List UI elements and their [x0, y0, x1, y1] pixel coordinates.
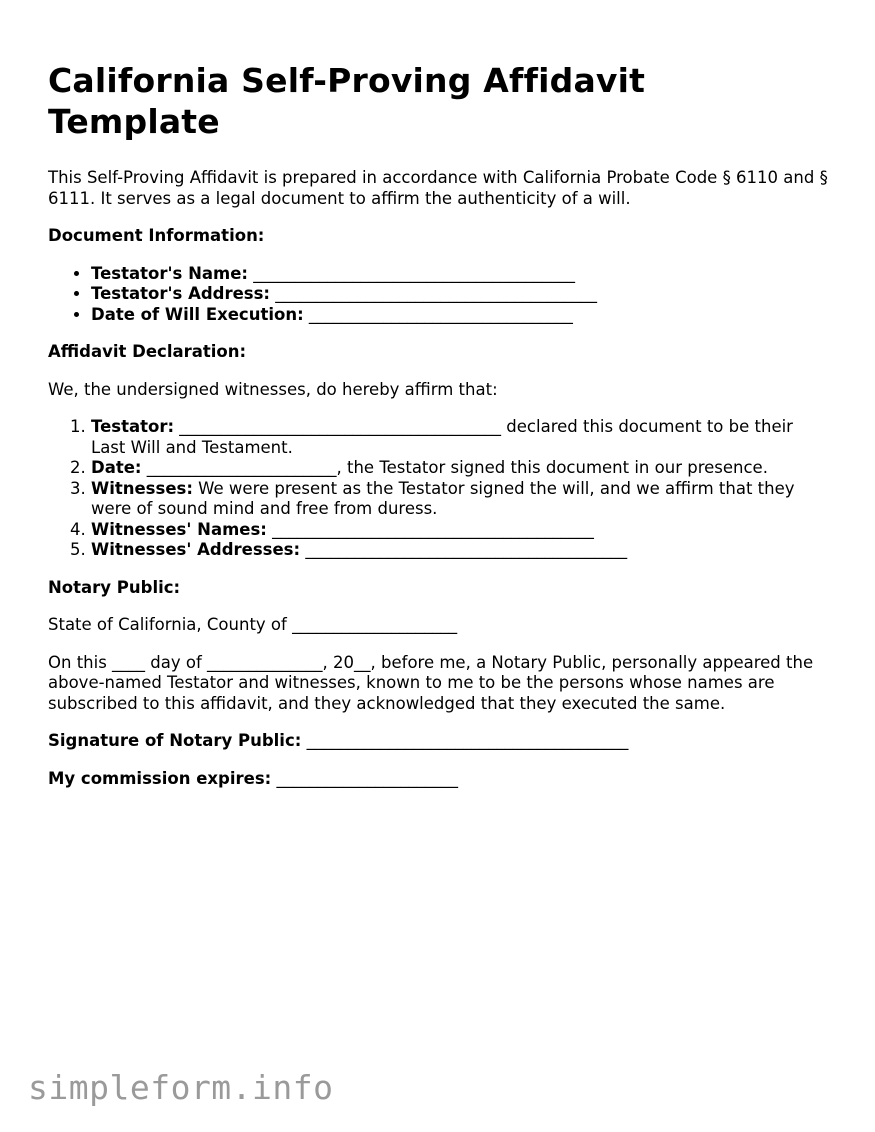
- declaration-heading: Affidavit Declaration:: [48, 342, 247, 361]
- list-item-date: [91, 458, 828, 479]
- commission-expiry-line: [48, 769, 828, 790]
- field-label: Witnesses:: [91, 478, 193, 498]
- field-label: My commission expires:: [48, 768, 272, 788]
- declaration-list: [48, 417, 828, 561]
- list-item-testator: [91, 417, 828, 458]
- list-item-will-date: [91, 305, 828, 326]
- list-item-testator-name: [91, 264, 828, 285]
- document-page: [48, 60, 828, 806]
- field-blank: _______________________________________: [301, 731, 629, 750]
- field-label: Signature of Notary Public:: [48, 731, 302, 750]
- field-text: _______________________________________: [266, 519, 594, 539]
- list-item-witnesses: [91, 479, 828, 520]
- notary-state-line: State of California, County of ____________________: [48, 615, 458, 634]
- field-blank: ________________________________: [303, 304, 573, 324]
- list-item-witness-addresses: [91, 540, 828, 561]
- watermark: simpleform.info: [28, 1068, 334, 1107]
- notary-signature-line: [48, 731, 828, 752]
- field-label: Witnesses' Names:: [91, 519, 267, 539]
- field-label: Testator's Name:: [91, 263, 248, 283]
- list-item-witness-names: [91, 520, 828, 541]
- field-blank: _______________________________________: [248, 263, 575, 283]
- field-blank: ______________________: [271, 768, 458, 788]
- field-text: _______________________, the Testator signed this document in our presence.: [141, 458, 768, 477]
- field-blank: _______________________________________: [270, 284, 598, 303]
- intro-paragraph: This Self-Proving Affidavit is prepared in accordance with California Probate Code § 6110 and § 6111. It serves as a legal document to affirm the authenticity of a will.: [48, 168, 828, 208]
- notary-body: On this ____ day of ______________, 20__, before me, a Notary Public, personally appeared the above-named Testator and witnesses, known to me to be the persons whose names are subscribed to this affidavit, and they acknowledged that they executed the same.: [48, 652, 814, 713]
- field-label: Witnesses' Addresses:: [91, 540, 301, 559]
- field-label: Date of Will Execution:: [91, 304, 304, 324]
- document-info-list: [48, 264, 828, 326]
- field-text: _______________________________________ declared this document to be their Last Will and Testament.: [91, 417, 793, 457]
- notary-heading: Notary Public:: [48, 577, 181, 597]
- field-label: Testator's Address:: [91, 284, 271, 303]
- field-text: We were present as the Testator signed the will, and we affirm that they were of sound mind and free from duress.: [91, 478, 795, 518]
- field-text: _______________________________________: [300, 540, 628, 559]
- page-title: California Self-Proving Affidavit Template: [48, 61, 646, 141]
- field-label: Date:: [91, 458, 142, 477]
- list-item-testator-address: [91, 284, 828, 305]
- document-info-heading: Document Information:: [48, 226, 265, 245]
- declaration-lead: We, the undersigned witnesses, do hereby affirm that:: [48, 379, 498, 399]
- field-label: Testator:: [91, 417, 175, 436]
